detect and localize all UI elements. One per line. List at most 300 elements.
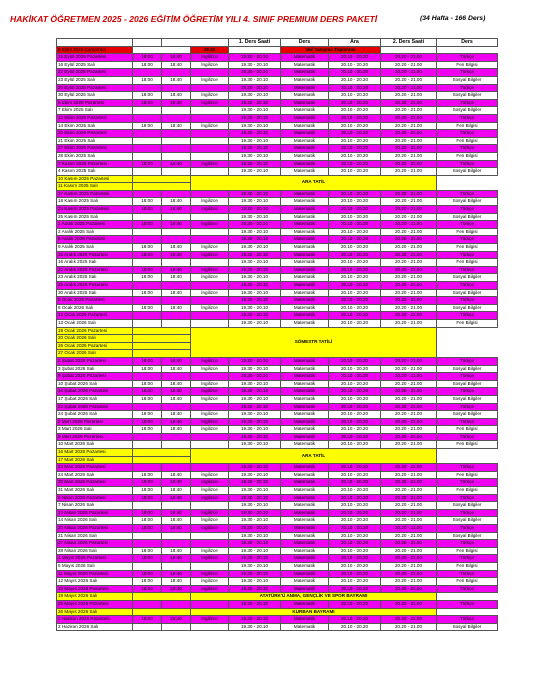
lesson2-time: 20.20 - 21.00 (381, 221, 437, 229)
schedule-row (57, 479, 498, 487)
lesson1-time: 19.30 - 20.10 (229, 312, 281, 320)
break-time: 20.10 - 20.20 (329, 259, 381, 267)
row-date: 10 Şubat 2026 Salı (57, 380, 133, 388)
row-date: 8 Aralık 2025 Pazartesi (57, 236, 133, 244)
lesson1-subject: Matematik (281, 517, 329, 525)
english-subject (191, 84, 229, 92)
english-start: 18:00 (133, 411, 162, 419)
document-subtitle: (34 Hafta - 166 Ders) (420, 15, 486, 22)
lesson1-subject: Matematik (281, 251, 329, 259)
lesson1-subject: Matematik (281, 502, 329, 510)
lesson2-subject: Fen Bilgisi (437, 426, 498, 434)
lesson2-subject: Türkçe (437, 190, 498, 198)
lesson1-subject: Matematik (281, 137, 329, 145)
schedule-row (57, 388, 498, 396)
row-date: 4 Mayıs 2026 Pazartesi (57, 555, 133, 563)
lesson1-time: 19.30 - 20.10 (229, 357, 281, 365)
lesson2-time: 20.20 - 21.00 (381, 92, 437, 100)
lesson1-subject: Matematik (281, 61, 329, 69)
english-start: 18:00 (133, 517, 162, 525)
english-subject: İngilizce (191, 547, 229, 555)
english-start (133, 312, 162, 320)
lesson2-subject: Türkçe (437, 464, 498, 472)
lesson1-time: 19.30 - 20.10 (229, 168, 281, 176)
lesson1-time: 19.30 - 20.10 (229, 365, 281, 373)
english-end: 18:40 (162, 266, 191, 274)
schedule-row (57, 206, 498, 214)
english-end (162, 562, 191, 570)
break-time: 20.10 - 20.20 (329, 304, 381, 312)
english-start (133, 433, 162, 441)
break-time: 20.10 - 20.20 (329, 403, 381, 411)
lesson1-subject: Matematik (281, 562, 329, 570)
english-subject: İngilizce (191, 289, 229, 297)
row-date: 25 Mayıs 2026 Pazartesi (57, 600, 133, 608)
lesson1-subject: Matematik (281, 282, 329, 290)
english-start (133, 259, 162, 267)
row-date: 19 Ocak 2026 Pazartesi (57, 327, 133, 335)
english-subject (191, 441, 229, 449)
row-date: 30 Mart 2026 Pazartesi (57, 479, 133, 487)
lesson1-time: 19.30 - 20.10 (229, 84, 281, 92)
english-subject: İngilizce (191, 380, 229, 388)
english-start: 18:00 (133, 357, 162, 365)
lesson2-time: 20.20 - 21.00 (381, 441, 437, 449)
break-time: 20.10 - 20.20 (329, 213, 381, 221)
lesson2-time: 20.20 - 21.00 (381, 479, 437, 487)
lesson1-time: 19.30 - 20.10 (229, 145, 281, 153)
row-date: 17 Şubat 2026 Salı (57, 395, 133, 403)
english-start: 18:00 (133, 388, 162, 396)
english-subject (191, 464, 229, 472)
lesson2-time: 20.20 - 21.00 (381, 487, 437, 495)
holiday-note: KURBAN BAYRAMI (191, 608, 437, 616)
row-empty (133, 183, 191, 191)
row-date: 16 Aralık 2025 Salı (57, 259, 133, 267)
row-date: 28 Nisan 2026 Salı (57, 547, 133, 555)
row-date: 9 Şubat 2026 Pazartesi (57, 373, 133, 381)
english-start (133, 228, 162, 236)
lesson2-time: 20.20 - 21.00 (381, 122, 437, 130)
schedule-row (57, 236, 498, 244)
lesson1-time: 19.30 - 20.10 (229, 319, 281, 327)
lesson1-time: 19.30 - 20.10 (229, 562, 281, 570)
english-subject (191, 623, 229, 631)
break-time: 20.10 - 20.20 (329, 540, 381, 548)
english-end (162, 312, 191, 320)
lesson2-subject: Fen Bilgisi (437, 319, 498, 327)
lesson2-time: 20.20 - 21.00 (381, 532, 437, 540)
schedule-row (57, 494, 498, 502)
lesson2-subject: Türkçe (437, 54, 498, 62)
english-start: 18:00 (133, 487, 162, 495)
row-empty (133, 175, 191, 183)
english-subject: İngilizce (191, 221, 229, 229)
lesson1-subject: Matematik (281, 319, 329, 327)
col-header-eng-end (162, 39, 229, 47)
lesson1-subject: Matematik (281, 289, 329, 297)
col-header-subject2: Ders (437, 39, 498, 47)
col-header-subject1: Ders (281, 39, 329, 47)
english-subject (191, 168, 229, 176)
english-start: 18:00 (133, 418, 162, 426)
schedule-row (57, 198, 498, 206)
lesson2-subject: Sosyal Bilgiler (437, 502, 498, 510)
english-start: 18:00 (133, 380, 162, 388)
english-subject: İngilizce (191, 122, 229, 130)
lesson2-time: 20.20 - 21.00 (381, 471, 437, 479)
english-start: 18:00 (133, 426, 162, 434)
row-date: 24 Kasım 2025 Pazartesi (57, 206, 133, 214)
english-end: 18:40 (162, 61, 191, 69)
break-time: 20.10 - 20.20 (329, 168, 381, 176)
break-time: 20.10 - 20.20 (329, 471, 381, 479)
break-time: 20.10 - 20.20 (329, 547, 381, 555)
english-end: 18:40 (162, 411, 191, 419)
lesson2-subject: Türkçe (437, 494, 498, 502)
english-end (162, 69, 191, 77)
lesson2-time: 20.20 - 21.00 (381, 259, 437, 267)
lesson2-subject: Sosyal Bilgiler (437, 213, 498, 221)
schedule-row (57, 373, 498, 381)
row-date: 13 Ekim 2025 Pazartesi (57, 114, 133, 122)
document-title: HAKİKAT ÖĞRETMEN 2025 - 2026 EĞİTİM ÖĞRETİM YILI 4. SINIF PREMIUM DERS PAKETİ (10, 14, 378, 24)
holiday-row (57, 593, 498, 601)
lesson1-subject: Matematik (281, 570, 329, 578)
lesson1-subject: Matematik (281, 213, 329, 221)
break-time: 20.10 - 20.20 (329, 228, 381, 236)
row-date: 27 Ekim 2025 Pazartesi (57, 145, 133, 153)
break-time: 20.10 - 20.20 (329, 388, 381, 396)
english-end (162, 540, 191, 548)
english-subject: İngilizce (191, 198, 229, 206)
schedule-row (57, 228, 498, 236)
lesson1-subject: Matematik (281, 84, 329, 92)
lesson1-time: 19.30 - 20.10 (229, 160, 281, 168)
english-end: 18:40 (162, 244, 191, 252)
lesson2-time: 20.20 - 21.00 (381, 562, 437, 570)
english-start (133, 190, 162, 198)
lesson2-time: 20.20 - 21.00 (381, 570, 437, 578)
lesson2-time: 20.20 - 21.00 (381, 578, 437, 586)
english-subject (191, 297, 229, 305)
schedule-row (57, 145, 498, 153)
lesson1-time: 19.30 - 20.10 (229, 532, 281, 540)
lesson2-subject: Sosyal Bilgiler (437, 168, 498, 176)
english-end: 18:40 (162, 304, 191, 312)
lesson1-time: 19.30 - 20.10 (229, 487, 281, 495)
lesson2-subject: Fen Bilgisi (437, 122, 498, 130)
english-subject (191, 540, 229, 548)
lesson1-subject: Matematik (281, 274, 329, 282)
lesson1-time: 19.30 - 20.10 (229, 600, 281, 608)
lesson1-subject: Matematik (281, 418, 329, 426)
lesson2-time: 20.20 - 21.00 (381, 525, 437, 533)
english-start (133, 562, 162, 570)
row-date: 17 Mart 2026 Salı (57, 456, 133, 464)
lesson2-time: 20.20 - 21.00 (381, 585, 437, 593)
english-subject: İngilizce (191, 555, 229, 563)
lesson1-subject: Matematik (281, 160, 329, 168)
english-end (162, 433, 191, 441)
row-date: 24 Mart 2026 Salı (57, 471, 133, 479)
lesson1-time: 19.30 - 20.10 (229, 426, 281, 434)
row-date: 29 Eylül 2025 Pazartesi (57, 84, 133, 92)
english-end (162, 373, 191, 381)
lesson2-time: 20.20 - 21.00 (381, 433, 437, 441)
break-time: 20.10 - 20.20 (329, 494, 381, 502)
row-date: 25 Kasım 2025 Salı (57, 213, 133, 221)
lesson1-subject: Matematik (281, 380, 329, 388)
lesson2-time: 20.20 - 21.00 (381, 555, 437, 563)
lesson1-subject: Matematik (281, 600, 329, 608)
row-date: 26 Ocak 2026 Pazartesi (57, 342, 133, 350)
english-subject (191, 502, 229, 510)
row-date: 22 Eylül 2025 Pazartesi (57, 69, 133, 77)
english-subject: İngilizce (191, 395, 229, 403)
schedule-row (57, 532, 498, 540)
english-end: 18:40 (162, 388, 191, 396)
lesson1-time: 19.30 - 20.10 (229, 274, 281, 282)
row-date: 9 Mart 2026 Pazartesi (57, 433, 133, 441)
lesson1-subject: Matematik (281, 388, 329, 396)
lesson2-time: 20.20 - 21.00 (381, 145, 437, 153)
row-date: 4 Kasım 2025 Salı (57, 168, 133, 176)
schedule-row (57, 289, 498, 297)
english-start: 18:00 (133, 365, 162, 373)
row-date: 12 Mayıs 2026 Salı (57, 578, 133, 586)
english-end (162, 137, 191, 145)
lesson1-subject: Matematik (281, 433, 329, 441)
holiday-note: SÖMESTR TATİLİ (191, 327, 437, 357)
english-start (133, 464, 162, 472)
schedule-row (57, 266, 498, 274)
lesson1-subject: Matematik (281, 130, 329, 138)
row-date: 9 Aralık 2025 Salı (57, 244, 133, 252)
lesson2-subject: Türkçe (437, 99, 498, 107)
schedule-row (57, 471, 498, 479)
row-date: 27 Ocak 2026 Salı (57, 350, 133, 358)
holiday-row (57, 327, 498, 335)
holiday-row (57, 449, 498, 457)
schedule-row (57, 107, 498, 115)
english-end: 18:40 (162, 206, 191, 214)
english-end (162, 297, 191, 305)
lesson1-time: 19.30 - 20.10 (229, 236, 281, 244)
lesson1-time: 19.30 - 20.10 (229, 517, 281, 525)
break-time: 20.10 - 20.20 (329, 479, 381, 487)
row-date: 5 Ocak 2026 Pazartesi (57, 297, 133, 305)
english-subject: İngilizce (191, 304, 229, 312)
row-empty (133, 335, 191, 343)
english-subject: İngilizce (191, 517, 229, 525)
english-start: 18:00 (133, 160, 162, 168)
lesson1-subject: Matematik (281, 236, 329, 244)
english-end (162, 502, 191, 510)
lesson1-time: 19.30 - 20.10 (229, 190, 281, 198)
english-subject: İngilizce (191, 509, 229, 517)
english-end: 18:40 (162, 555, 191, 563)
lesson2-subject: Türkçe (437, 312, 498, 320)
english-start: 18:00 (133, 395, 162, 403)
row-date: 3 Mart 2026 Salı (57, 426, 133, 434)
english-subject (191, 312, 229, 320)
lesson2-time: 20.20 - 21.00 (381, 160, 437, 168)
break-time: 20.10 - 20.20 (329, 92, 381, 100)
lesson2-time: 20.20 - 21.00 (381, 395, 437, 403)
english-subject: İngilizce (191, 411, 229, 419)
lesson2-time: 20.20 - 21.00 (381, 540, 437, 548)
lesson2-time: 20.20 - 21.00 (381, 168, 437, 176)
lesson1-subject: Matematik (281, 464, 329, 472)
lesson2-time: 20.20 - 21.00 (381, 380, 437, 388)
english-subject (191, 403, 229, 411)
col-header-date (57, 39, 133, 47)
lesson2-subject: Sosyal Bilgiler (437, 380, 498, 388)
english-subject (191, 373, 229, 381)
break-time: 20.10 - 20.20 (329, 221, 381, 229)
lesson2-time: 20.20 - 21.00 (381, 61, 437, 69)
break-time: 20.10 - 20.20 (329, 190, 381, 198)
english-end (162, 130, 191, 138)
english-subject: İngilizce (191, 160, 229, 168)
schedule-row (57, 357, 498, 365)
lesson2-subject: Türkçe (437, 509, 498, 517)
lesson2-subject: Fen Bilgisi (437, 61, 498, 69)
lesson1-subject: Matematik (281, 365, 329, 373)
english-end: 18:40 (162, 122, 191, 130)
lesson2-subject: Türkçe (437, 130, 498, 138)
row-date: 7 Nisan 2026 Salı (57, 502, 133, 510)
schedule-row (57, 403, 498, 411)
english-start: 18:00 (133, 289, 162, 297)
lesson1-time: 19.30 - 20.10 (229, 479, 281, 487)
english-start (133, 540, 162, 548)
english-subject: İngilizce (191, 206, 229, 214)
english-end: 18:40 (162, 471, 191, 479)
lesson1-time: 19.30 - 20.10 (229, 509, 281, 517)
english-subject: İngilizce (191, 61, 229, 69)
break-time: 20.10 - 20.20 (329, 616, 381, 624)
lesson1-subject: Matematik (281, 357, 329, 365)
lesson1-subject: Matematik (281, 114, 329, 122)
lesson2-time: 20.20 - 21.00 (381, 282, 437, 290)
row-date: 2 Haziran 2026 Salı (57, 623, 133, 631)
row-date: 14 Nisan 2026 Salı (57, 517, 133, 525)
break-time: 20.10 - 20.20 (329, 266, 381, 274)
lesson2-subject: Sosyal Bilgiler (437, 411, 498, 419)
lesson1-time: 19.30 - 20.10 (229, 228, 281, 236)
lesson1-time: 19.30 - 20.10 (229, 107, 281, 115)
row-empty (133, 593, 191, 601)
english-start (133, 532, 162, 540)
schedule-row (57, 585, 498, 593)
lesson1-subject: Matematik (281, 107, 329, 115)
break-time: 20.10 - 20.20 (329, 130, 381, 138)
schedule-row (57, 502, 498, 510)
lesson2-time: 20.20 - 21.00 (381, 426, 437, 434)
english-start (133, 623, 162, 631)
english-start: 18:00 (133, 578, 162, 586)
english-end: 18:40 (162, 380, 191, 388)
lesson2-time: 20.20 - 21.00 (381, 236, 437, 244)
lesson1-time: 19.30 - 20.10 (229, 69, 281, 77)
english-start (133, 236, 162, 244)
lesson2-subject: Fen Bilgisi (437, 244, 498, 252)
lesson1-subject: Matematik (281, 479, 329, 487)
lesson1-time: 19.30 - 20.10 (229, 555, 281, 563)
lesson1-subject: Matematik (281, 76, 329, 84)
lesson2-subject: Fen Bilgisi (437, 228, 498, 236)
english-end (162, 168, 191, 176)
lesson2-time: 20.20 - 21.00 (381, 517, 437, 525)
lesson1-time: 19.30 - 20.10 (229, 289, 281, 297)
english-subject (191, 319, 229, 327)
row-date: 20 Ekim 2025 Pazartesi (57, 130, 133, 138)
lesson1-subject: Matematik (281, 198, 329, 206)
break-time: 20.10 - 20.20 (329, 152, 381, 160)
lesson1-time: 19.30 - 20.10 (229, 297, 281, 305)
lesson2-time: 20.20 - 21.00 (381, 388, 437, 396)
english-subject (191, 532, 229, 540)
break-time: 20.10 - 20.20 (329, 411, 381, 419)
lesson1-time: 19.30 - 20.10 (229, 433, 281, 441)
row-date: 21 Nisan 2026 Salı (57, 532, 133, 540)
schedule-row (57, 395, 498, 403)
schedule-row (57, 160, 498, 168)
lesson1-subject: Matematik (281, 525, 329, 533)
break-time: 20.10 - 20.20 (329, 509, 381, 517)
english-subject (191, 152, 229, 160)
english-subject (191, 259, 229, 267)
lesson1-subject: Matematik (281, 403, 329, 411)
english-end (162, 623, 191, 631)
lesson2-subject: Fen Bilgisi (437, 259, 498, 267)
row-date: 20 Nisan 2026 Pazartesi (57, 525, 133, 533)
english-subject: İngilizce (191, 99, 229, 107)
lesson2-time: 20.20 - 21.00 (381, 297, 437, 305)
lesson2-time: 20.20 - 21.00 (381, 319, 437, 327)
schedule-row (57, 411, 498, 419)
lesson2-time: 20.20 - 21.00 (381, 266, 437, 274)
schedule-row (57, 122, 498, 130)
english-start: 18:00 (133, 585, 162, 593)
english-start: 18:00 (133, 471, 162, 479)
lesson2-time: 20.20 - 21.00 (381, 114, 437, 122)
lesson2-subject: Sosyal Bilgiler (437, 107, 498, 115)
holiday-note: ARA TATİL (191, 175, 437, 190)
lesson1-time: 19.30 - 20.10 (229, 61, 281, 69)
break-time: 20.10 - 20.20 (329, 160, 381, 168)
schedule-row (57, 600, 498, 608)
english-subject (191, 282, 229, 290)
english-subject: İngilizce (191, 570, 229, 578)
lesson1-time: 19.30 - 20.10 (229, 502, 281, 510)
break-time: 20.10 - 20.20 (329, 380, 381, 388)
english-subject: İngilizce (191, 251, 229, 259)
english-end (162, 532, 191, 540)
row-date: 13 Ocak 2026 Salı (57, 319, 133, 327)
lesson2-subject: Türkçe (437, 525, 498, 533)
lesson2-subject: Türkçe (437, 373, 498, 381)
lesson1-subject: Matematik (281, 471, 329, 479)
lesson2-subject: Fen Bilgisi (437, 441, 498, 449)
schedule-row (57, 464, 498, 472)
document-header (0, 0, 550, 30)
lesson2-time: 20.20 - 21.00 (381, 365, 437, 373)
english-end: 18:40 (162, 570, 191, 578)
english-subject: İngilizce (191, 525, 229, 533)
